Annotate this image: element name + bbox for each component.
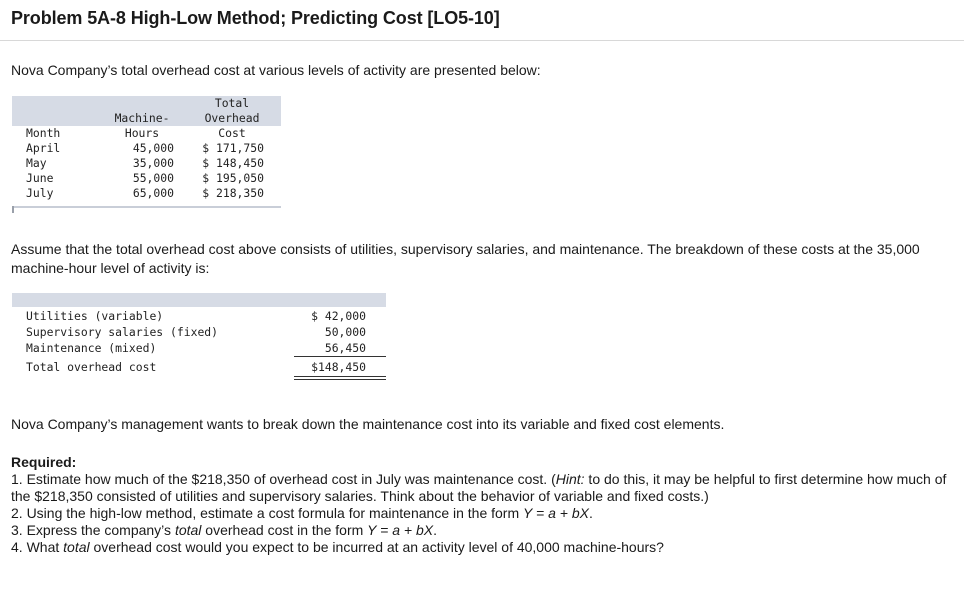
q4-text-b: overhead cost would you expect to be incurred at an activity level of 40,000 machine-hours? bbox=[89, 539, 664, 555]
breakdown-amount: 56,450 bbox=[324, 341, 366, 355]
header-month: Month bbox=[26, 126, 61, 140]
table-bottom-rule bbox=[12, 206, 281, 208]
table-header-band bbox=[12, 293, 386, 307]
row-month: May bbox=[26, 156, 47, 170]
subtotal-rule bbox=[294, 356, 386, 357]
breakdown-amount: $ 42,000 bbox=[311, 309, 366, 323]
q2-formula: Y = a + bX bbox=[523, 505, 589, 521]
row-month: July bbox=[26, 186, 54, 200]
header-total: Total bbox=[214, 96, 250, 110]
q3-formula: Y = a + bX bbox=[367, 522, 434, 538]
question-1 bbox=[11, 471, 951, 505]
question-2 bbox=[11, 505, 951, 522]
cost-breakdown-table bbox=[12, 293, 386, 389]
row-cost: $ 171,750 bbox=[202, 141, 264, 155]
total-amount: $148,450 bbox=[311, 360, 366, 374]
q1-hint: Hint: bbox=[555, 471, 585, 487]
title-divider bbox=[0, 40, 964, 41]
row-hours: 55,000 bbox=[132, 171, 174, 185]
row-hours: 65,000 bbox=[132, 186, 174, 200]
header-overhead: Overhead bbox=[204, 111, 260, 125]
breakdown-label: Utilities (variable) bbox=[26, 309, 164, 323]
question-3 bbox=[11, 522, 951, 539]
breakdown-label: Maintenance (mixed) bbox=[26, 341, 157, 355]
overhead-cost-table bbox=[12, 96, 281, 213]
q2-text-b: . bbox=[588, 505, 593, 521]
q3-text-c: . bbox=[433, 522, 437, 538]
row-cost: $ 218,350 bbox=[202, 186, 264, 200]
q2-text-a: 2. Using the high-low method, estimate a cost formula for maintenance in the form bbox=[11, 505, 524, 521]
header-hours: Hours bbox=[124, 126, 160, 140]
breakdown-paragraph: Assume that the total overhead cost above consists of utilities, supervisory salaries, and maintenance. The breakdown of these costs at the 35,000 machine-hour level of activity is: bbox=[11, 241, 920, 276]
question-4 bbox=[11, 539, 951, 556]
row-cost: $ 148,450 bbox=[202, 156, 264, 170]
total-label: Total overhead cost bbox=[26, 360, 157, 374]
row-hours: 45,000 bbox=[132, 141, 174, 155]
required-heading: Required: bbox=[11, 454, 77, 470]
required-section bbox=[11, 454, 951, 556]
q3-text-b: overhead cost in the form bbox=[201, 522, 368, 538]
page-title: Problem 5A-8 High-Low Method; Predicting Cost [LO5-10] bbox=[11, 8, 500, 28]
q4-total: total bbox=[63, 539, 90, 555]
header-cost: Cost bbox=[218, 126, 246, 140]
row-month: April bbox=[26, 141, 61, 155]
header-machine: Machine- bbox=[114, 111, 170, 125]
row-month: June bbox=[26, 171, 54, 185]
table-bottom-tick bbox=[12, 206, 14, 213]
q3-text-a: 3. Express the company’s bbox=[11, 522, 175, 538]
breakdown-label: Supervisory salaries (fixed) bbox=[26, 325, 219, 339]
intro-text: Nova Company’s total overhead cost at various levels of activity are presented below: bbox=[11, 62, 541, 78]
row-hours: 35,000 bbox=[132, 156, 174, 170]
q3-total: total bbox=[174, 522, 202, 538]
q1-text-b: to do this, it may be helpful to first determine how much of the $218,350 consisted of utilities and supervisory salaries. Think about the behavior of variable and fixed costs.) bbox=[11, 471, 947, 504]
q1-text-a: 1. Estimate how much of the $218,350 of overhead cost in July was maintenance cost. ( bbox=[11, 471, 556, 487]
double-rule-bottom bbox=[294, 379, 386, 380]
breakdown-amount: 50,000 bbox=[324, 325, 366, 339]
management-paragraph: Nova Company’s management wants to break down the maintenance cost into its variable and fixed cost elements. bbox=[11, 416, 725, 432]
double-rule-top bbox=[294, 376, 386, 377]
row-cost: $ 195,050 bbox=[202, 171, 264, 185]
q4-text-a: 4. What bbox=[11, 539, 64, 555]
